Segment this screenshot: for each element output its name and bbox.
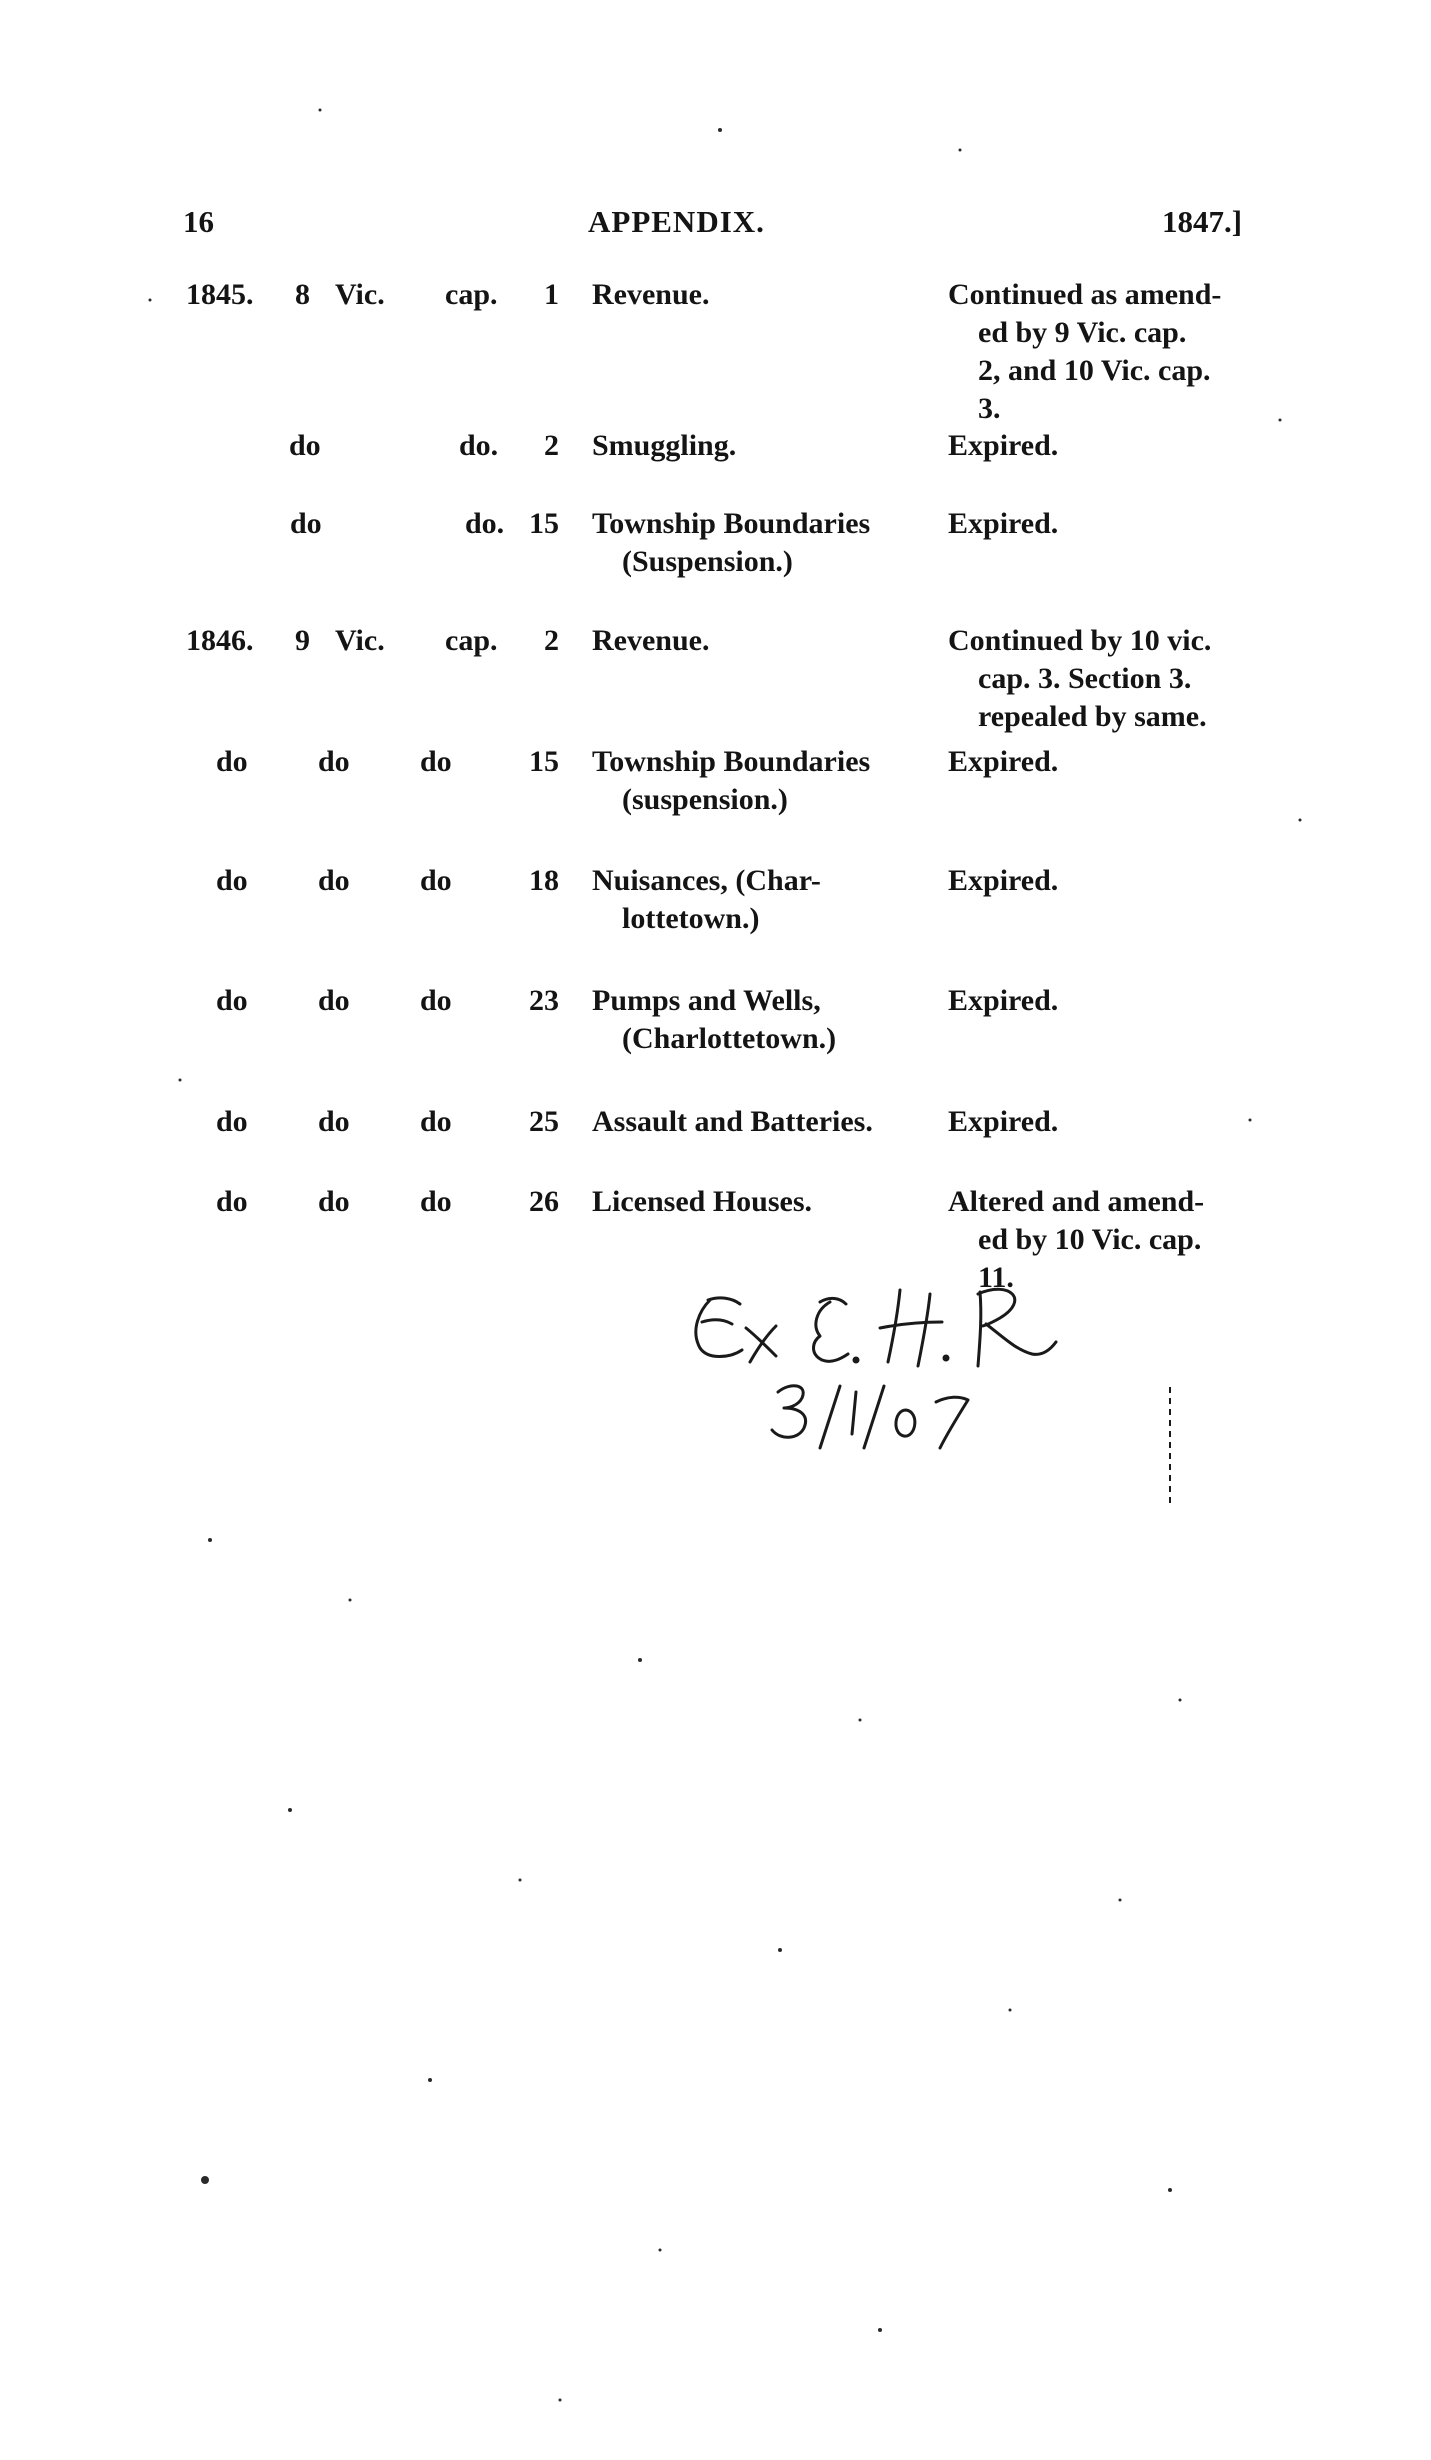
row-status bbox=[948, 276, 1258, 428]
row-status bbox=[948, 743, 1258, 781]
row-subject bbox=[592, 982, 932, 1058]
row-status bbox=[948, 1103, 1258, 1141]
ditto-mark: do bbox=[318, 864, 350, 897]
row-subject bbox=[592, 743, 932, 819]
row-status-line: Expired. bbox=[948, 745, 1059, 778]
ditto-mark: do bbox=[420, 1105, 452, 1138]
row-regnal-year: 8 bbox=[295, 278, 310, 311]
row-subject bbox=[592, 862, 932, 938]
row-status-line: 11. bbox=[978, 1261, 1014, 1294]
ditto-mark: do bbox=[216, 864, 248, 897]
ditto-mark: do bbox=[318, 1105, 350, 1138]
row-subject-line: (suspension.) bbox=[622, 783, 788, 816]
row-status-line: Expired. bbox=[948, 507, 1059, 540]
row-regnal-year: 9 bbox=[295, 624, 310, 657]
row-status bbox=[948, 427, 1258, 465]
row-chapter-number: 1 bbox=[544, 278, 559, 311]
row-chapter-number: 15 bbox=[529, 745, 559, 778]
row-year: 1845. bbox=[186, 278, 254, 311]
row-chapter-number: 25 bbox=[529, 1105, 559, 1138]
row-status-line: Expired. bbox=[948, 864, 1059, 897]
page-number: 16 bbox=[183, 204, 214, 239]
row-status bbox=[948, 982, 1258, 1020]
row-subject bbox=[592, 1103, 932, 1141]
margin-mark bbox=[1166, 1385, 1174, 1505]
row-status-line: Expired. bbox=[948, 429, 1059, 462]
ditto-mark: do bbox=[216, 1185, 248, 1218]
header-year: 1847.] bbox=[1162, 204, 1243, 239]
ditto-mark: do bbox=[420, 1185, 452, 1218]
row-subject bbox=[592, 276, 932, 314]
row-chapter-number: 2 bbox=[544, 429, 559, 462]
row-status-line: ed by 10 Vic. cap. bbox=[978, 1223, 1202, 1256]
row-status-line: Continued by 10 vic. bbox=[948, 624, 1212, 657]
row-status-line: repealed by same. bbox=[978, 700, 1207, 733]
row-subject-line: Pumps and Wells, bbox=[592, 984, 821, 1017]
ditto-mark: do bbox=[420, 984, 452, 1017]
row-subject bbox=[592, 427, 932, 465]
row-status-line: cap. 3. Section 3. bbox=[978, 662, 1192, 695]
row-status-line: Altered and amend- bbox=[948, 1185, 1205, 1218]
ditto-mark: do. bbox=[465, 507, 505, 540]
ditto-mark: do bbox=[420, 745, 452, 778]
row-chapter-number: 18 bbox=[529, 864, 559, 897]
row-status bbox=[948, 505, 1258, 543]
row-cap: cap. bbox=[445, 624, 498, 657]
row-subject-line: Revenue. bbox=[592, 278, 710, 311]
row-status-line: 2, and 10 Vic. cap. bbox=[978, 354, 1211, 387]
row-status-line: 3. bbox=[978, 392, 1001, 425]
row-subject-line: Township Boundaries bbox=[592, 745, 871, 778]
ditto-mark: do bbox=[216, 1105, 248, 1138]
row-subject-line: (Suspension.) bbox=[622, 545, 793, 578]
row-status-line: Expired. bbox=[948, 1105, 1059, 1138]
page-title: APPENDIX. bbox=[588, 204, 765, 239]
row-subject-line: lottetown.) bbox=[622, 902, 760, 935]
ditto-mark: do bbox=[290, 507, 322, 540]
row-subject-line: Smuggling. bbox=[592, 429, 737, 462]
row-status bbox=[948, 622, 1258, 736]
ditto-mark: do bbox=[420, 864, 452, 897]
row-subject bbox=[592, 1183, 932, 1221]
row-chapter-number: 23 bbox=[529, 984, 559, 1017]
row-subject bbox=[592, 622, 932, 660]
ditto-mark: do bbox=[216, 745, 248, 778]
row-status-line: Expired. bbox=[948, 984, 1059, 1017]
row-status-line: ed by 9 Vic. cap. bbox=[978, 316, 1187, 349]
row-vic: Vic. bbox=[335, 278, 385, 311]
row-subject-line: Licensed Houses. bbox=[592, 1185, 813, 1218]
row-subject-line: Nuisances, (Char- bbox=[592, 864, 821, 897]
row-subject-line: (Charlottetown.) bbox=[622, 1022, 837, 1055]
ditto-mark: do bbox=[318, 745, 350, 778]
page-header bbox=[0, 204, 1431, 254]
row-subject bbox=[592, 505, 932, 581]
row-subject-line: Township Boundaries bbox=[592, 507, 871, 540]
handwritten-note bbox=[680, 1270, 1120, 1470]
row-chapter-number: 2 bbox=[544, 624, 559, 657]
row-chapter-number: 15 bbox=[529, 507, 559, 540]
ditto-mark: do bbox=[216, 984, 248, 1017]
row-status bbox=[948, 862, 1258, 900]
row-status-line: Continued as amend- bbox=[948, 278, 1222, 311]
row-chapter-number: 26 bbox=[529, 1185, 559, 1218]
row-subject-line: Revenue. bbox=[592, 624, 710, 657]
row-year: 1846. bbox=[186, 624, 254, 657]
ditto-mark: do bbox=[318, 1185, 350, 1218]
row-subject-line: Assault and Batteries. bbox=[592, 1105, 873, 1138]
row-cap: cap. bbox=[445, 278, 498, 311]
ditto-mark: do bbox=[289, 429, 321, 462]
ditto-mark: do. bbox=[459, 429, 499, 462]
ditto-mark: do bbox=[318, 984, 350, 1017]
row-vic: Vic. bbox=[335, 624, 385, 657]
